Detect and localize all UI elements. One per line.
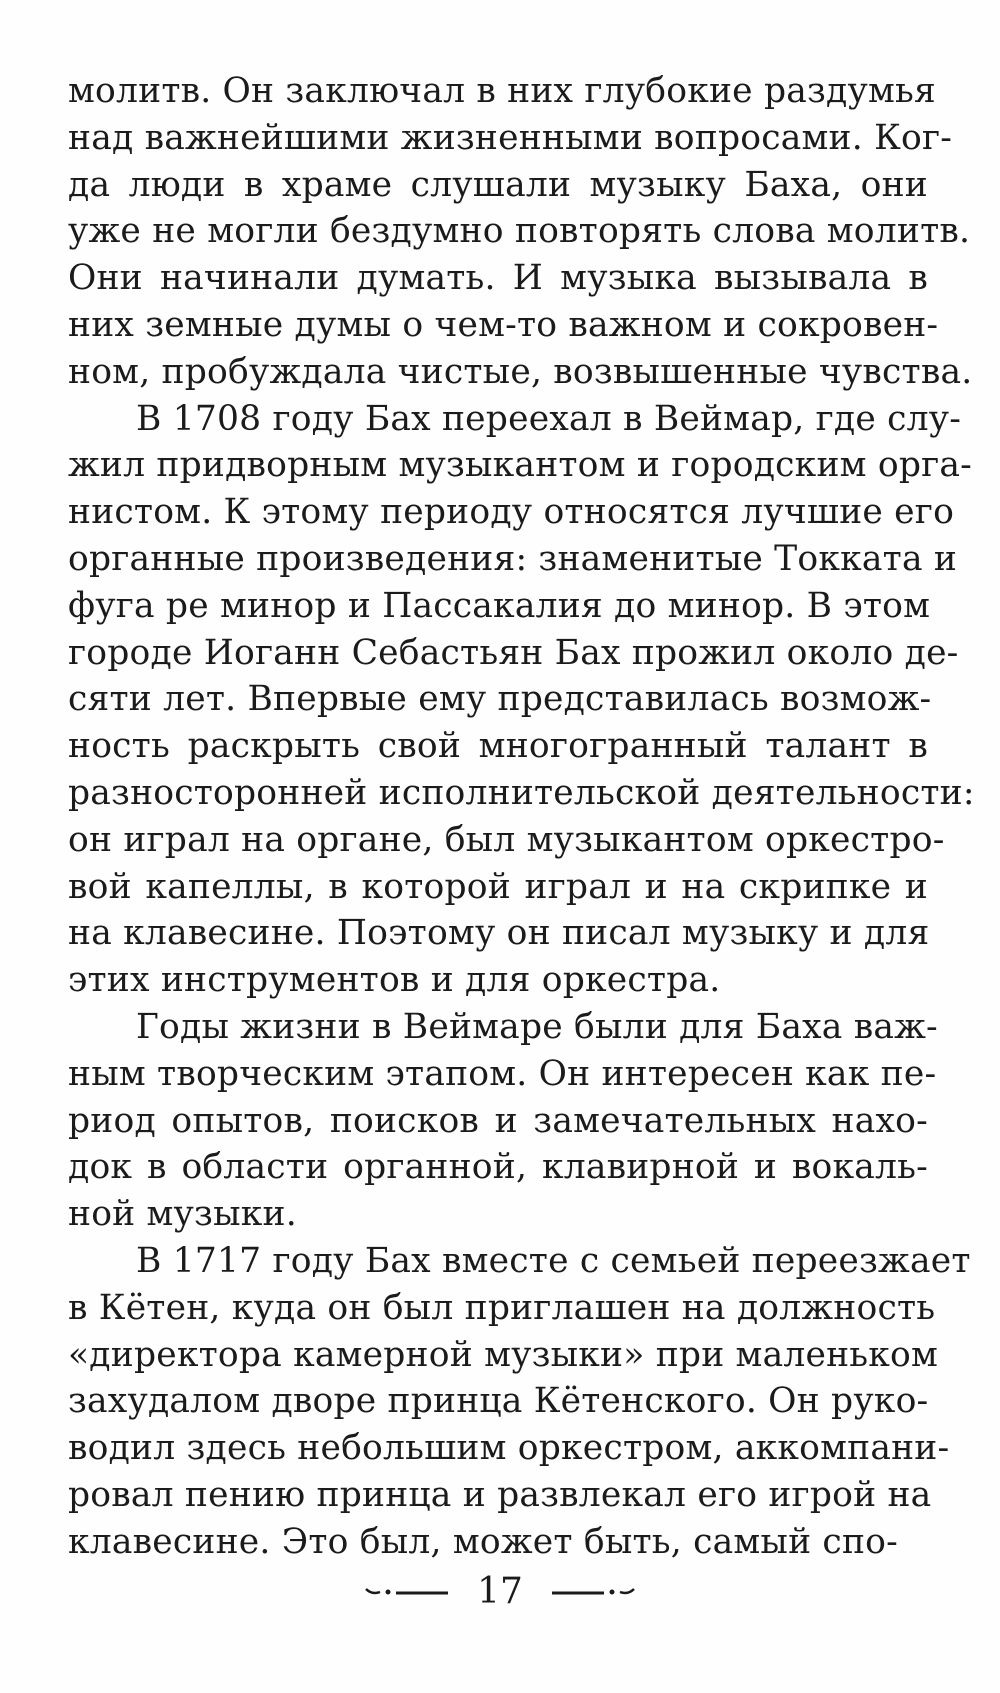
page-footer — [0, 1568, 1000, 1628]
text-line: Они начинали думать. И музыка вызывала в — [68, 258, 928, 299]
body-text — [68, 68, 975, 1566]
text-line: них земные думы о чем-то важном и сокровен- — [68, 304, 939, 345]
text-line: фуга ре минор и Пассакалия до минор. В этом — [68, 585, 931, 626]
text-line: ной музыки. — [68, 1194, 297, 1235]
text-line: над важнейшими жизненными вопросами. Ког- — [68, 117, 953, 158]
text-line: риод опытов, поисков и замечательных нахо- — [68, 1100, 928, 1141]
left-ornament-icon — [362, 1581, 452, 1601]
text-line: в Кётен, куда он был приглашен на должность — [68, 1287, 936, 1328]
text-line: разносторонней исполнительской деятельности: — [68, 772, 975, 813]
text-line: клавесине. Это был, может быть, самый спо- — [68, 1521, 898, 1562]
text-line: ровал пению принца и развлекал его игрой на — [68, 1474, 932, 1515]
paragraph — [68, 68, 973, 396]
paragraph — [68, 1238, 971, 1566]
page-number: 17 — [477, 1570, 523, 1612]
text-line: он играл на органе, был музыкантом оркестро- — [68, 819, 945, 860]
text-line: водил здесь небольшим оркестром, аккомпани- — [68, 1428, 950, 1469]
text-line: этих инструментов и для оркестра. — [68, 960, 721, 1001]
text-line: органные произведения: знаменитые Токката и — [68, 538, 958, 579]
paragraph — [68, 396, 975, 1004]
text-line: уже не могли бездумно повторять слова молитв. — [68, 211, 971, 252]
text-line: молитв. Он заключал в них глубокие раздумья — [68, 71, 936, 111]
text-line: В 1708 году Бах переехал в Веймар, где слу- — [136, 398, 962, 439]
text-line: ным творческим этапом. Он интересен как пе- — [68, 1053, 937, 1094]
text-line: ность раскрыть свой многогранный талант в — [68, 726, 928, 767]
paragraph — [68, 1004, 938, 1238]
text-line: городе Иоганн Себастьян Бах прожил около де- — [68, 632, 959, 673]
text-line: сяти лет. Впервые ему представилась возмож- — [68, 679, 932, 720]
text-line: нистом. К этому периоду относятся лучшие его — [68, 492, 955, 533]
text-line: док в области органной, клавирной и вокаль- — [68, 1147, 928, 1188]
right-ornament-icon — [548, 1581, 638, 1601]
text-line: захудалом дворе принца Кётенского. Он руко- — [68, 1381, 929, 1422]
text-line: В 1717 году Бах вместе с семьей переезжает — [136, 1240, 971, 1281]
text-line: ном, пробуждала чистые, возвышенные чувства. — [68, 351, 973, 392]
text-line: на клавесине. Поэтому он писал музыку и для — [68, 913, 930, 954]
text-line: «директора камерной музыки» при маленьком — [68, 1334, 939, 1375]
text-line: Годы жизни в Веймаре были для Баха важ- — [136, 1006, 938, 1047]
text-line: да люди в храме слушали музыку Баха, они — [68, 164, 928, 205]
text-line: вой капеллы, в которой играл и на скрипке и — [68, 866, 928, 907]
text-line: жил придворным музыкантом и городским орга- — [68, 445, 972, 486]
